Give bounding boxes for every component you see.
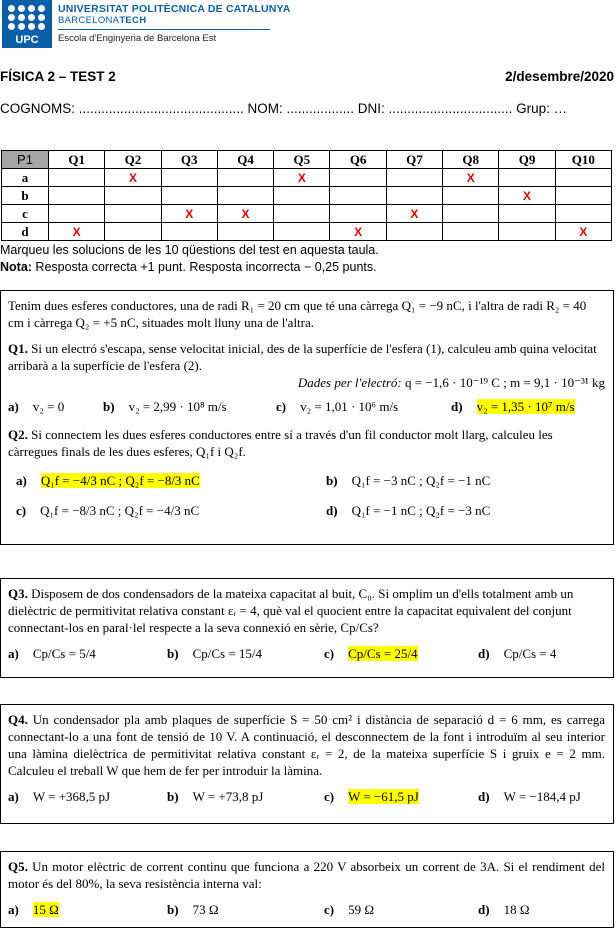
barcelona-tech: [58, 15, 146, 26]
option-d[interactable]: [478, 645, 556, 662]
option-text: v₂ = 1,01 · 10⁶ m/s: [300, 399, 399, 414]
row-label: c: [2, 205, 49, 223]
answer-cell[interactable]: [443, 205, 499, 223]
answer-cell[interactable]: [105, 187, 161, 205]
q1-label: Q1.: [8, 341, 28, 356]
note-label: Nota:: [0, 260, 32, 274]
answer-cell[interactable]: [274, 223, 330, 241]
option-letter: c): [324, 902, 335, 917]
answer-cell[interactable]: [49, 187, 105, 205]
option-text: Cp/Cs = 5/4: [32, 646, 96, 661]
option-letter: b): [326, 473, 338, 488]
column-header: Q6: [330, 151, 386, 169]
answer-cell[interactable]: [161, 187, 217, 205]
table-row: [2, 187, 612, 205]
row-label: d: [2, 223, 49, 241]
option-text: W = +368,5 pJ: [32, 789, 111, 804]
answer-cell[interactable]: [330, 205, 386, 223]
option-letter: b): [167, 646, 179, 661]
answer-cell[interactable]: [443, 223, 499, 241]
q2-text: Si connectem les dues esferes conductores entre sí a través d'un fil conductor molt llarg, calculeu les càrregues finals de les dues esferes, Q₁f i Q₂f.: [8, 427, 553, 459]
question-q3: [8, 585, 605, 636]
q1-data-label: Dades per l'electró:: [297, 375, 402, 390]
answer-cell[interactable]: X: [274, 169, 330, 187]
q4-text: Un condensador pla amb plaques de superfície S = 50 cm² i distància de separació d = 6 mm, es carrega connectant-lo a una font de tensió de 10 V. A continuació, el desconnectem de la font i introduïm al seu interior una làmina dielèctrica de permitivitat relativa constant εᵣ = 2, de la mateixa superfície S i gruix e = 2 mm. Calculeu el treball W que hem de fer per introduir la làmina.: [8, 712, 605, 778]
option-b[interactable]: [167, 645, 262, 662]
table-row: [2, 205, 612, 223]
option-text: W = −184,4 pJ: [503, 789, 581, 804]
q2-options-row1: [8, 472, 605, 493]
answer-cell[interactable]: [217, 169, 273, 187]
answer-cell[interactable]: [555, 205, 611, 223]
option-letter: d): [451, 399, 463, 414]
answer-cell[interactable]: X: [217, 205, 273, 223]
q4-label: Q4.: [8, 712, 28, 727]
option-c[interactable]: [324, 645, 418, 662]
answer-cell[interactable]: [161, 223, 217, 241]
column-header: Q8: [443, 151, 499, 169]
option-text: 15 Ω: [32, 902, 59, 917]
q2-options-row2: [8, 502, 605, 523]
answer-cell[interactable]: [217, 223, 273, 241]
q5-label: Q5.: [8, 859, 28, 874]
option-a[interactable]: [16, 472, 200, 489]
answer-table: [1, 150, 612, 241]
option-letter: a): [8, 789, 19, 804]
note-text: Resposta correcta +1 punt. Resposta incorrecta − 0,25 punts.: [31, 260, 377, 274]
option-letter: c): [324, 789, 335, 804]
problem-intro: Tenim dues esferes conductores, una de radi R₁ = 20 cm que té una càrrega Q₁ = −9 nC, i l'altra de radi R₂ = 40 cm i càrrega Q₂ = +5 nC, situades molt lluny una de l'altra.: [8, 298, 587, 330]
q1-options: [8, 398, 605, 419]
option-letter: d): [478, 789, 490, 804]
option-b[interactable]: [326, 472, 490, 489]
table-row: [2, 223, 612, 241]
option-text: W = −61,5 pJ: [348, 789, 419, 804]
answer-cell[interactable]: X: [443, 169, 499, 187]
answer-cell[interactable]: [386, 223, 442, 241]
q1-data-values: q = −1,6 · 10⁻¹⁹ C ; m = 9,1 · 10⁻³¹ kg: [401, 375, 605, 390]
column-header: Q2: [105, 151, 161, 169]
exam-date: 2/desembre/2020: [505, 69, 614, 84]
option-d[interactable]: [451, 398, 575, 415]
q5-text: Un motor elèctric de corrent continu que funciona a 220 V absorbeix un corrent de 3A. Si el rendiment del motor és del 80%, la seva resistència interna val:: [8, 859, 605, 891]
answer-cell[interactable]: X: [105, 169, 161, 187]
answer-cell[interactable]: [386, 169, 442, 187]
column-header: Q3: [161, 151, 217, 169]
question-q2: [8, 426, 605, 460]
q1-text: Si un electró s'escapa, sense velocitat inicial, des de la superfície de l'esfera (1), calculeu amb quina velocitat arribarà a la superfície de l'esfera (2).: [8, 341, 597, 373]
tech-label: TECH: [119, 15, 147, 26]
answer-cell[interactable]: [443, 187, 499, 205]
table-corner: P1: [2, 151, 49, 169]
exam-title: FÍSICA 2 – TEST 2: [0, 69, 116, 84]
question-box-1: [0, 290, 614, 545]
question-box-4: [0, 851, 614, 928]
option-text: 59 Ω: [348, 902, 375, 917]
option-c[interactable]: [276, 398, 398, 415]
option-a[interactable]: [8, 901, 59, 918]
answer-cell[interactable]: [499, 169, 555, 187]
instructions: [0, 242, 379, 276]
question-q5: [8, 858, 605, 892]
answer-cell[interactable]: X: [161, 205, 217, 223]
answer-cell[interactable]: [499, 205, 555, 223]
option-text: v₂ = 1,35 · 10⁷ m/s: [476, 399, 575, 414]
logo-text: UPC: [15, 34, 39, 46]
option-text: 73 Ω: [192, 902, 219, 917]
question-q4: [8, 711, 605, 779]
instructions-line: Marqueu les solucions de les 10 qüestions del test en aquesta taula.: [0, 243, 379, 257]
option-text: Cp/Cs = 25/4: [348, 646, 418, 661]
column-header: Q9: [499, 151, 555, 169]
option-text: Q₁f = −4/3 nC ; Q₂f = −8/3 nC: [40, 473, 200, 488]
option-letter: a): [8, 646, 19, 661]
row-label: a: [2, 169, 49, 187]
option-letter: a): [8, 902, 19, 917]
answer-cell[interactable]: [274, 187, 330, 205]
option-text: 18 Ω: [503, 902, 530, 917]
answer-cell[interactable]: [161, 169, 217, 187]
option-text: Q₁f = −1 nC ; Q₂f = −3 nC: [351, 503, 491, 518]
option-text: Q₁f = −8/3 nC ; Q₂f = −4/3 nC: [40, 503, 200, 518]
answer-cell[interactable]: [105, 223, 161, 241]
column-header: Q7: [386, 151, 442, 169]
option-letter: c): [324, 646, 335, 661]
answer-cell[interactable]: [330, 169, 386, 187]
student-fields[interactable]: COGNOMS: ............................................ NOM: .................. DNI: ................................. Grup: …: [0, 101, 568, 116]
answer-cell[interactable]: [555, 169, 611, 187]
answer-cell[interactable]: [386, 187, 442, 205]
option-text: Q₁f = −3 nC ; Q₂f = −1 nC: [351, 473, 491, 488]
option-text: Cp/Cs = 4: [503, 646, 557, 661]
column-header: Q4: [217, 151, 273, 169]
option-letter: a): [8, 399, 19, 414]
q1-data: [8, 374, 605, 391]
answer-cell[interactable]: [274, 205, 330, 223]
option-text: Cp/Cs = 15/4: [192, 646, 263, 661]
answer-cell[interactable]: [555, 187, 611, 205]
answer-table-header: [2, 151, 612, 169]
answer-cell[interactable]: X: [330, 223, 386, 241]
option-a[interactable]: [8, 645, 96, 662]
option-text: v₂ = 2,99 · 10⁸ m/s: [128, 399, 227, 414]
option-letter: d): [478, 646, 490, 661]
university-name: UNIVERSITAT POLITÈCNICA DE CATALUNYA: [58, 3, 291, 15]
q3-options: [8, 645, 605, 666]
option-text: W = +73,8 pJ: [192, 789, 264, 804]
q5-options: [8, 901, 605, 922]
column-header: Q5: [274, 151, 330, 169]
answer-cell[interactable]: [330, 187, 386, 205]
option-c[interactable]: [324, 788, 419, 805]
answer-cell[interactable]: X: [49, 223, 105, 241]
upc-logo-icon: [2, 0, 52, 48]
answer-cell[interactable]: X: [499, 187, 555, 205]
option-b[interactable]: [167, 788, 263, 805]
answer-cell[interactable]: [217, 187, 273, 205]
row-label: b: [2, 187, 49, 205]
option-b[interactable]: [167, 901, 218, 918]
option-d[interactable]: [326, 502, 490, 519]
option-letter: c): [16, 503, 27, 518]
school-name: Escola d'Enginyeria de Barcelona Est: [58, 33, 217, 44]
option-text: v₂ = 0: [32, 399, 65, 414]
option-letter: a): [16, 473, 27, 488]
answer-cell[interactable]: [49, 205, 105, 223]
column-header: Q1: [49, 151, 105, 169]
option-letter: d): [326, 503, 338, 518]
option-a[interactable]: [8, 788, 110, 805]
option-d[interactable]: [478, 788, 581, 805]
barcelona-label: BARCELONA: [58, 15, 120, 26]
option-a[interactable]: [8, 398, 64, 415]
question-q1: [8, 340, 605, 374]
note-line: [0, 259, 379, 276]
option-b[interactable]: [103, 398, 227, 415]
answer-cell[interactable]: [49, 169, 105, 187]
option-letter: b): [167, 902, 179, 917]
option-c[interactable]: [324, 901, 374, 918]
option-d[interactable]: [478, 901, 529, 918]
question-box-3: [0, 704, 614, 824]
question-box-2: [0, 578, 614, 678]
option-letter: d): [478, 902, 490, 917]
q2-label: Q2.: [8, 427, 28, 442]
q3-text: Disposem de dos condensadors de la mateixa capacitat al buit, C₀. Si omplim un d'ells totalment amb un dielèctric de permitivitat relativa constant εᵣ = 4, què val el quocient entre la capacitat equivalent del conjunt connectant-los en paral·lel respecte a la seva connexió en sèrie, Cp/Cs?: [8, 586, 574, 635]
table-row: [2, 169, 612, 187]
header-divider: [58, 29, 270, 30]
answer-cell[interactable]: X: [555, 223, 611, 241]
answer-cell[interactable]: [105, 205, 161, 223]
column-header: Q10: [555, 151, 611, 169]
option-letter: b): [103, 399, 115, 414]
answer-cell[interactable]: [499, 223, 555, 241]
q4-options: [8, 788, 605, 809]
option-letter: c): [276, 399, 287, 414]
option-c[interactable]: [16, 502, 199, 519]
q3-label: Q3.: [8, 586, 28, 601]
answer-cell[interactable]: X: [386, 205, 442, 223]
option-letter: b): [167, 789, 179, 804]
